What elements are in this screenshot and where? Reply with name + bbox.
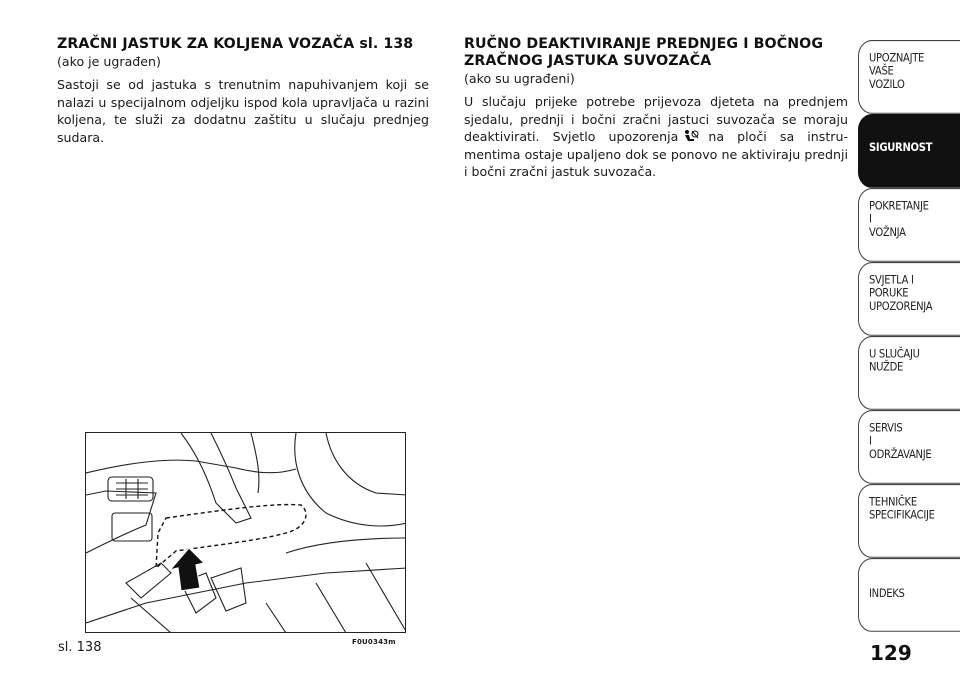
knee-airbag-heading: ZRAČNI JASTUK ZA KOLJENA VOZAČA sl. 138 xyxy=(57,36,414,52)
tab-sigurnost[interactable]: SIGURNOST xyxy=(858,114,960,188)
figure-code: F0U0343m xyxy=(352,638,396,646)
deactivation-text-before: U slučaju prijeke potrebe prijevoza djeteta na prednjem sjedalu, prednji i bočni zračni jastuci suvozača se moraju deaktivirati. Svjetlo upozorenja xyxy=(464,94,848,144)
tab-u-slucaju-nuzde[interactable]: U SLUČAJU NUŽDE xyxy=(858,336,960,410)
airbag-off-warning-icon xyxy=(682,129,700,143)
figure-caption: sl. 138 xyxy=(58,640,102,655)
deactivation-heading-line2: ZRAČNOG JASTUKA SUVOZAČA xyxy=(464,53,712,69)
deactivation-heading xyxy=(464,36,848,70)
knee-airbag-illustration xyxy=(86,433,406,633)
left-column xyxy=(57,36,429,146)
deactivation-subtitle: (ako su ugrađeni) xyxy=(464,71,575,86)
page-number: 129 xyxy=(870,641,912,665)
tab-upoznajte-vase-vozilo[interactable]: UPOZNAJTE VAŠE VOZILO xyxy=(858,40,960,114)
deactivation-text xyxy=(464,93,848,181)
tab-indeks[interactable]: INDEKS xyxy=(858,558,960,632)
tab-servis-i-odrzavanje[interactable]: SERVIS I ODRŽAVANJE xyxy=(858,410,960,484)
deactivation-text-after: na ploči sa instru-mentima ostaje upaljeno dok se ponovo ne aktiviraju prednji i bočni zračni jastuk suvozača. xyxy=(464,129,848,179)
knee-airbag-figure xyxy=(85,432,406,633)
right-column xyxy=(464,36,848,181)
tab-svjetla-i-poruke-upozorenja[interactable]: SVJETLA I PORUKE UPOZORENJA xyxy=(858,262,960,336)
knee-airbag-subtitle: (ako je ugrađen) xyxy=(57,54,161,69)
tab-tehnicke-specifikacije[interactable]: TEHNIČKE SPECIFIKACIJE xyxy=(858,484,960,558)
knee-airbag-text: Sastoji se od jastuka s trenutnim napuhivanjem koji se nalazi u specijalnom odjeljku ispod kola upravljača u razini koljena, te služi za dodatnu zaštitu u slučaju prednjeg sudara. xyxy=(57,77,429,145)
deactivation-heading-line1: RUČNO DEAKTIVIRANJE PREDNJEG I BOČNOG xyxy=(464,36,824,52)
tab-pokretanje-i-voznja[interactable]: POKRETANJE I VOŽNJA xyxy=(858,188,960,262)
